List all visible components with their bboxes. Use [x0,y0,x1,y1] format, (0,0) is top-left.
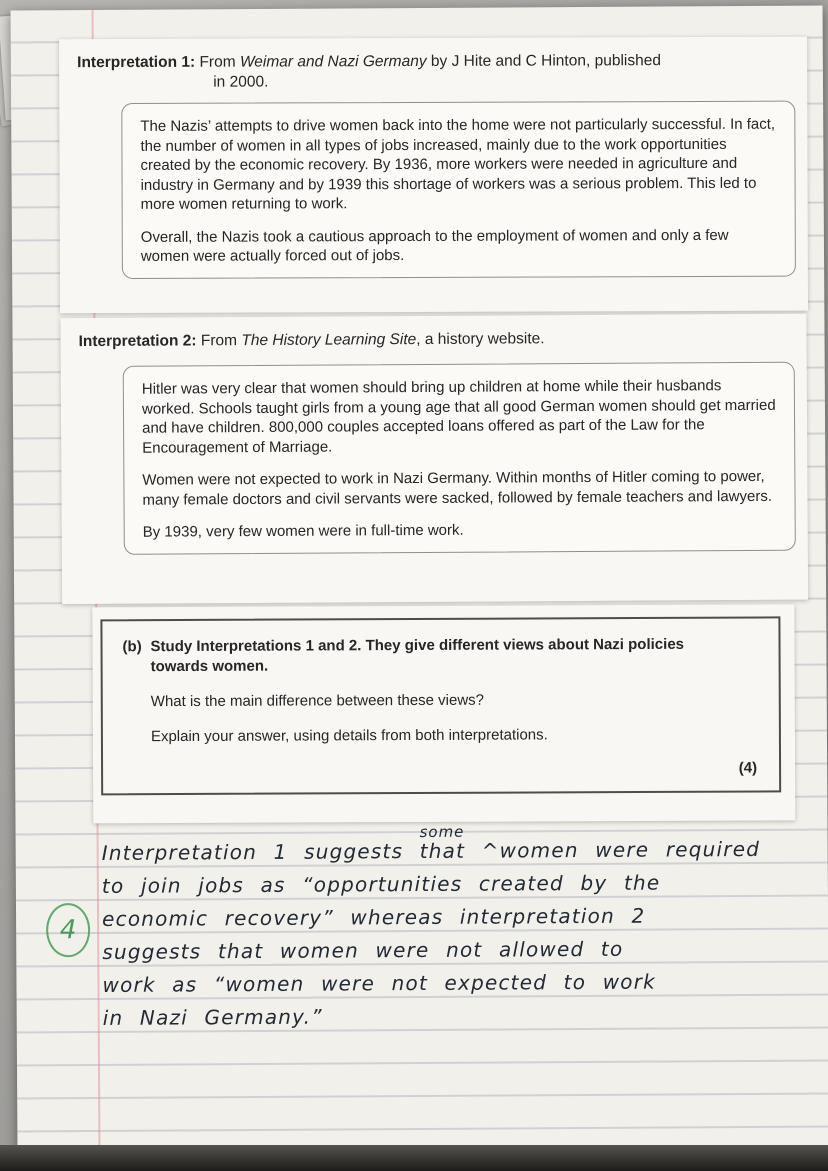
source-prefix: From [199,53,236,71]
interpretation-1-text-box [121,101,796,279]
handwriting-line: work as “women were not expected to work [102,969,656,997]
interpretation-2-paragraph: By 1939, very few women were in full-time work. [142,521,464,541]
handwriting-line: in Nazi Germany.” [102,1004,323,1030]
source-rest: by J Hite and C Hinton, published [430,52,661,70]
interpretation-1-sheet [59,37,808,314]
question-box [100,616,781,795]
source-line2: in 2000. [213,73,269,91]
interpretation-2-label: Interpretation 2: [78,332,197,351]
handwritten-insertion: some [419,822,465,842]
interpretation-1-label: Interpretation 1: [77,53,196,72]
source-prefix: From [200,332,238,350]
interpretation-1-heading [77,51,787,93]
source-title: The History Learning Site [241,331,417,350]
handwriting-line: Interpretation 1 suggests that ^women were required [101,836,761,865]
question-statement [122,634,758,677]
awarded-mark-value: 4 [59,915,77,946]
question-marks: (4) [738,759,758,777]
handwritten-answer [101,822,819,1035]
interpretation-1-paragraph: The Nazis’ attempts to drive women back into the home were not particularly successful. In fact, the number of women in all types of jobs increased, mainly due to the work opportunities created by the economic recovery. By 1936, more workers were needed in agriculture and industry in Germany and by 1939 this shortage of workers was a serious problem. This led to more women returning to work. [140,115,776,213]
photo-bottom-edge [0,1145,828,1171]
awarded-mark-circle [46,903,90,957]
interpretation-2-sheet [60,314,808,605]
lined-notebook-page [11,6,828,1151]
handwriting-line: economic recovery” whereas interpretation 2 [102,903,646,931]
interpretation-2-heading [78,328,788,352]
handwriting-line: to join jobs as “opportunities created by the [101,870,661,898]
interpretation-2-paragraph: Hitler was very clear that women should bring up children at home while their husbands worked. Schools taught girls from a young age that all good German women should get married and have children. 800,000 couples accepted loans offered as part of the Law for the Encouragement of Marriage. [141,377,776,457]
source-title: Weimar and Nazi Germany [239,52,427,71]
handwriting-line: suggests that women were not allowed to [102,936,624,964]
question-part-label: (b) [122,638,142,656]
question-line-2: What is the main difference between these views? [150,691,485,711]
interpretation-1-paragraph: Overall, the Nazis took a cautious approach to the employment of women and only a few women were actually forced out of jobs. [140,226,729,265]
interpretation-2-text-box [123,362,796,555]
source-rest: , a history website. [416,330,545,349]
question-bold-text: Study Interpretations 1 and 2. They give different views about Nazi policies towards women. [150,635,685,676]
question-line-3: Explain your answer, using details from both interpretations. [150,726,548,746]
interpretation-2-paragraph: Women were not expected to work in Nazi Germany. Within months of Hitler coming to power, many female doctors and civil servants were sacked, followed by female teachers and lawyers. [142,467,773,509]
question-sheet [92,604,795,823]
